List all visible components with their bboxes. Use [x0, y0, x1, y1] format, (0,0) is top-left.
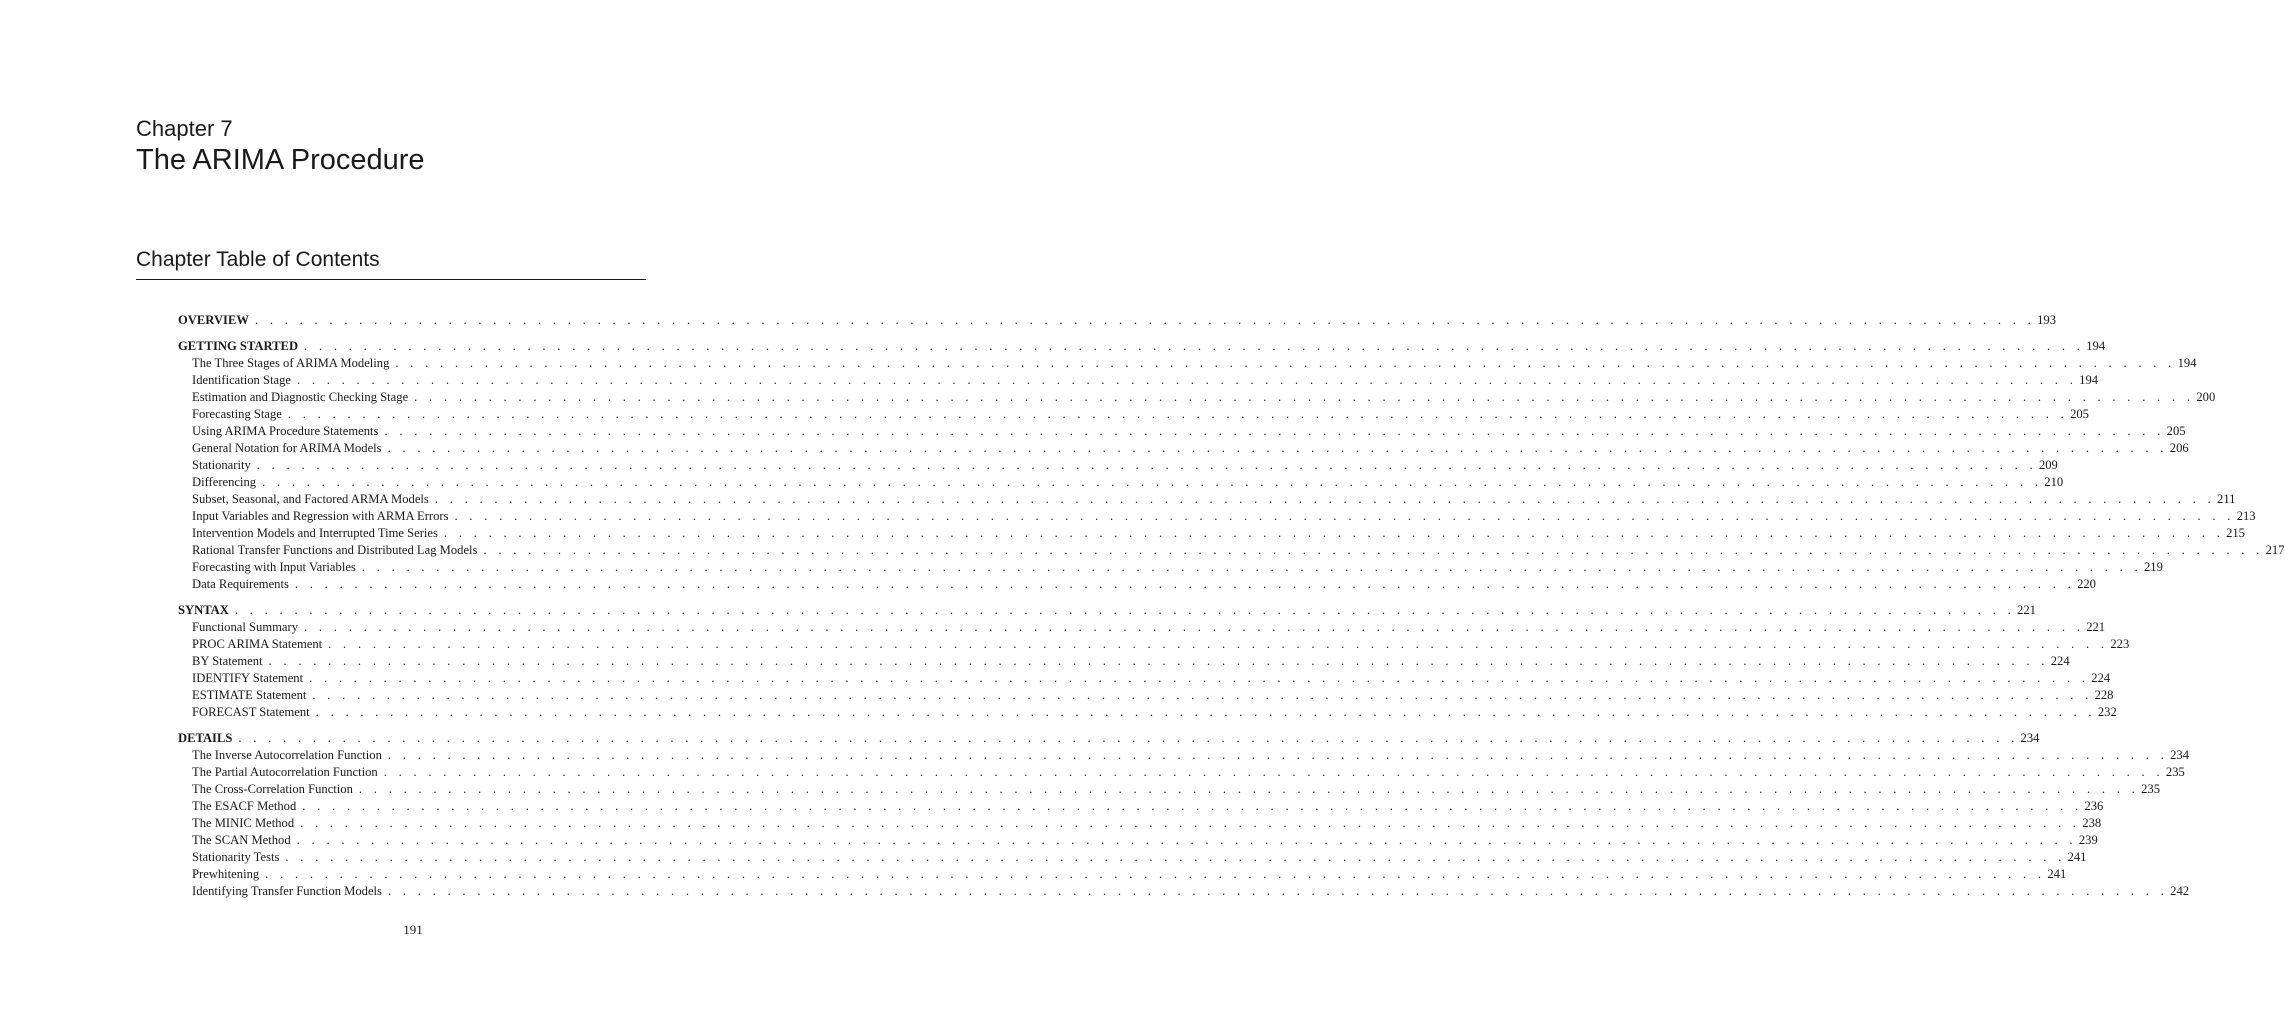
toc-entry-title: Functional Summary — [192, 620, 298, 634]
toc-dot-leader: . . . . . . . . . . . . . . . . . . . . . . . . . . . . . . . . . . . . . . . . . . . . . . . . . . . . . . . . . . . . . . . . . . . . . . . . . . . . . . . . . . . . . . . . . . . . . . . . . . . . . . . . . . . . . . . . . . . . . . . . — [309, 671, 2090, 685]
toc-entry-title: Stationarity — [192, 458, 251, 472]
toc-entry[interactable] — [178, 559, 2163, 576]
toc-dot-leader: . . . . . . . . . . . . . . . . . . . . . . . . . . . . . . . . . . . . . . . . . . . . . . . . . . . . . . . . . . . . . . . . . . . . . . . . . . . . . . . . . . . . . . . . . . . . . . . . . . . . . . . . . . . . . . . . . . . . . . . . — [414, 390, 2195, 404]
toc-entry[interactable] — [178, 423, 2186, 440]
toc-entry-title: The Cross-Correlation Function — [192, 782, 353, 796]
toc-entry[interactable] — [178, 619, 2106, 636]
toc-entry-page: 213 — [2236, 509, 2256, 523]
toc-entry-page: 228 — [2094, 688, 2114, 702]
toc-entry[interactable] — [178, 508, 2256, 525]
toc-entry-page: 209 — [2038, 458, 2058, 472]
toc-dot-leader: . . . . . . . . . . . . . . . . . . . . . . . . . . . . . . . . . . . . . . . . . . . . . . . . . . . . . . . . . . . . . . . . . . . . . . . . . . . . . . . . . . . . . . . . . . . . . . . . . . . . . . . . . . . . . . . . . . . . . . . . — [304, 339, 2085, 353]
toc-entry-page: 232 — [2097, 705, 2117, 719]
toc-entry-title: Differencing — [192, 475, 257, 489]
toc-entry[interactable] — [178, 389, 2216, 406]
toc-entry-page: 193 — [2037, 313, 2057, 327]
toc-entry[interactable] — [178, 491, 2236, 508]
toc-dot-leader: . . . . . . . . . . . . . . . . . . . . . . . . . . . . . . . . . . . . . . . . . . . . . . . . . . . . . . . . . . . . . . . . . . . . . . . . . . . . . . . . . . . . . . . . . . . . . . . . . . . . . . . . . . . . . . . . . . . . . . . . — [358, 782, 2140, 796]
toc-entry-title: The Inverse Autocorrelation Function — [192, 748, 382, 762]
toc-entry-page: 235 — [2141, 782, 2160, 796]
toc-entry-page: 235 — [2165, 765, 2185, 779]
toc-entry-title: Identifying Transfer Function Models — [192, 884, 382, 898]
toc-entry[interactable] — [178, 764, 2185, 781]
toc-entry-title: Subset, Seasonal, and Factored ARMA Models — [192, 492, 429, 506]
toc-dot-leader: . . . . . . . . . . . . . . . . . . . . . . . . . . . . . . . . . . . . . . . . . . . . . . . . . . . . . . . . . . . . . . . . . . . . . . . . . . . . . . . . . . . . . . . . . . . . . . . . . . . . . . . . . . . . . . . . . . . . . . . . — [483, 543, 2264, 557]
toc-divider — [136, 279, 646, 280]
toc-entry-title: Intervention Models and Interrupted Time Series — [192, 526, 438, 540]
toc-entry-page: 211 — [2217, 492, 2236, 506]
toc-section — [178, 602, 2130, 721]
toc-section — [178, 730, 2190, 900]
toc-dot-leader: . . . . . . . . . . . . . . . . . . . . . . . . . . . . . . . . . . . . . . . . . . . . . . . . . . . . . . . . . . . . . . . . . . . . . . . . . . . . . . . . . . . . . . . . . . . . . . . . . . . . . . . . . . . . . . . . . . . . . . . . — [300, 816, 2081, 830]
toc-entry-title: The MINIC Method — [192, 816, 295, 830]
toc-entry-title: PROC ARIMA Statement — [192, 637, 323, 651]
toc-dot-leader: . . . . . . . . . . . . . . . . . . . . . . . . . . . . . . . . . . . . . . . . . . . . . . . . . . . . . . . . . . . . . . . . . . . . . . . . . . . . . . . . . . . . . . . . . . . . . . . . . . . . . . . . . . . . . . . . . . . . . . . . — [294, 577, 2076, 591]
toc-entry-page: 236 — [2084, 799, 2104, 813]
toc-entry-title: Rational Transfer Functions and Distributed Lag Models — [192, 543, 478, 557]
toc-heading: Chapter Table of Contents — [136, 248, 380, 271]
toc-entry[interactable] — [178, 832, 2098, 849]
toc-dot-leader: . . . . . . . . . . . . . . . . . . . . . . . . . . . . . . . . . . . . . . . . . . . . . . . . . . . . . . . . . . . . . . . . . . . . . . . . . . . . . . . . . . . . . . . . . . . . . . . . . . . . . . . . . . . . . . . . . . . . . . . . — [238, 731, 2019, 745]
toc-dot-leader: . . . . . . . . . . . . . . . . . . . . . . . . . . . . . . . . . . . . . . . . . . . . . . . . . . . . . . . . . . . . . . . . . . . . . . . . . . . . . . . . . . . . . . . . . . . . . . . . . . . . . . . . . . . . . . . . . . . . . . . . — [256, 458, 2037, 472]
toc-entry-title: Using ARIMA Procedure Statements — [192, 424, 379, 438]
toc-entry-title: Forecasting with Input Variables — [192, 560, 356, 574]
toc-dot-leader: . . . . . . . . . . . . . . . . . . . . . . . . . . . . . . . . . . . . . . . . . . . . . . . . . . . . . . . . . . . . . . . . . . . . . . . . . . . . . . . . . . . . . . . . . . . . . . . . . . . . . . . . . . . . . . . . . . . . . . . . — [434, 492, 2216, 506]
toc-entry[interactable] — [178, 747, 2189, 764]
table-of-contents — [178, 312, 2285, 909]
toc-entry-page: 194 — [2079, 373, 2099, 387]
toc-dot-leader: . . . . . . . . . . . . . . . . . . . . . . . . . . . . . . . . . . . . . . . . . . . . . . . . . . . . . . . . . . . . . . . . . . . . . . . . . . . . . . . . . . . . . . . . . . . . . . . . . . . . . . . . . . . . . . . . . . . . . . . . — [328, 637, 2109, 651]
toc-entry-page: 238 — [2082, 816, 2102, 830]
toc-entry[interactable] — [178, 704, 2117, 721]
toc-entry[interactable] — [178, 670, 2111, 687]
toc-dot-leader: . . . . . . . . . . . . . . . . . . . . . . . . . . . . . . . . . . . . . . . . . . . . . . . . . . . . . . . . . . . . . . . . . . . . . . . . . . . . . . . . . . . . . . . . . . . . . . . . . . . . . . . . . . . . . . . . . . . . . . . . — [254, 313, 2036, 327]
toc-dot-leader: . . . . . . . . . . . . . . . . . . . . . . . . . . . . . . . . . . . . . . . . . . . . . . . . . . . . . . . . . . . . . . . . . . . . . . . . . . . . . . . . . . . . . . . . . . . . . . . . . . . . . . . . . . . . . . . . . . . . . . . . — [443, 526, 2225, 540]
toc-entry-page: 200 — [2196, 390, 2216, 404]
toc-entry[interactable] — [178, 815, 2102, 832]
toc-entry-page: 215 — [2226, 526, 2245, 540]
toc-entry-page: 234 — [2170, 748, 2189, 762]
toc-dot-leader: . . . . . . . . . . . . . . . . . . . . . . . . . . . . . . . . . . . . . . . . . . . . . . . . . . . . . . . . . . . . . . . . . . . . . . . . . . . . . . . . . . . . . . . . . . . . . . . . . . . . . . . . . . . . . . . . . . . . . . . . — [361, 560, 2142, 574]
chapter-title: The ARIMA Procedure — [136, 144, 425, 176]
toc-entry[interactable] — [178, 474, 2064, 491]
toc-section-heading[interactable] — [178, 602, 2036, 619]
toc-entry-page: 217 — [2265, 543, 2285, 557]
toc-section — [178, 338, 2285, 593]
toc-entry[interactable] — [178, 687, 2114, 704]
toc-dot-leader: . . . . . . . . . . . . . . . . . . . . . . . . . . . . . . . . . . . . . . . . . . . . . . . . . . . . . . . . . . . . . . . . . . . . . . . . . . . . . . . . . . . . . . . . . . . . . . . . . . . . . . . . . . . . . . . . . . . . . . . . — [262, 475, 2043, 489]
toc-entry[interactable] — [178, 576, 2096, 593]
toc-dot-leader: . . . . . . . . . . . . . . . . . . . . . . . . . . . . . . . . . . . . . . . . . . . . . . . . . . . . . . . . . . . . . . . . . . . . . . . . . . . . . . . . . . . . . . . . . . . . . . . . . . . . . . . . . . . . . . . . . . . . . . . . — [387, 884, 2169, 898]
toc-entry-title: The Partial Autocorrelation Function — [192, 765, 378, 779]
toc-entry-page: 206 — [2169, 441, 2189, 455]
toc-entry-title: Stationarity Tests — [192, 850, 280, 864]
toc-dot-leader: . . . . . . . . . . . . . . . . . . . . . . . . . . . . . . . . . . . . . . . . . . . . . . . . . . . . . . . . . . . . . . . . . . . . . . . . . . . . . . . . . . . . . . . . . . . . . . . . . . . . . . . . . . . . . . . . . . . . . . . . — [395, 356, 2176, 370]
toc-entry[interactable] — [178, 372, 2099, 389]
toc-dot-leader: . . . . . . . . . . . . . . . . . . . . . . . . . . . . . . . . . . . . . . . . . . . . . . . . . . . . . . . . . . . . . . . . . . . . . . . . . . . . . . . . . . . . . . . . . . . . . . . . . . . . . . . . . . . . . . . . . . . . . . . . — [268, 654, 2049, 668]
toc-entry-title: IDENTIFY Statement — [192, 671, 304, 685]
toc-entry-title: The Three Stages of ARIMA Modeling — [192, 356, 390, 370]
toc-entry-page: 221 — [2017, 603, 2036, 617]
toc-entry[interactable] — [178, 653, 2070, 670]
toc-entry[interactable] — [178, 457, 2058, 474]
toc-entry-title: GETTING STARTED — [178, 339, 299, 353]
toc-dot-leader: . . . . . . . . . . . . . . . . . . . . . . . . . . . . . . . . . . . . . . . . . . . . . . . . . . . . . . . . . . . . . . . . . . . . . . . . . . . . . . . . . . . . . . . . . . . . . . . . . . . . . . . . . . . . . . . . . . . . . . . . — [315, 705, 2096, 719]
toc-entry[interactable] — [178, 781, 2160, 798]
toc-section-heading[interactable] — [178, 338, 2106, 355]
toc-entry[interactable] — [178, 849, 2087, 866]
toc-entry-title: Input Variables and Regression with ARMA Errors — [192, 509, 449, 523]
toc-entry-page: 224 — [2050, 654, 2070, 668]
toc-entry-page: 194 — [2177, 356, 2197, 370]
toc-entry-title: The ESACF Method — [192, 799, 297, 813]
toc-entry[interactable] — [178, 355, 2197, 372]
toc-entry-page: 221 — [2086, 620, 2106, 634]
toc-dot-leader: . . . . . . . . . . . . . . . . . . . . . . . . . . . . . . . . . . . . . . . . . . . . . . . . . . . . . . . . . . . . . . . . . . . . . . . . . . . . . . . . . . . . . . . . . . . . . . . . . . . . . . . . . . . . . . . . . . . . . . . . — [304, 620, 2085, 634]
toc-dot-leader: . . . . . . . . . . . . . . . . . . . . . . . . . . . . . . . . . . . . . . . . . . . . . . . . . . . . . . . . . . . . . . . . . . . . . . . . . . . . . . . . . . . . . . . . . . . . . . . . . . . . . . . . . . . . . . . . . . . . . . . . — [387, 748, 2169, 762]
toc-entry-page: 219 — [2144, 560, 2163, 574]
toc-entry-page: 239 — [2078, 833, 2098, 847]
toc-entry-title: BY Statement — [192, 654, 263, 668]
toc-entry[interactable] — [178, 866, 2067, 883]
toc-entry-page: 210 — [2044, 475, 2064, 489]
toc-entry[interactable] — [178, 798, 2104, 815]
toc-entry[interactable] — [178, 525, 2245, 542]
toc-section-heading[interactable] — [178, 730, 2040, 747]
toc-entry-title: DETAILS — [178, 731, 233, 745]
toc-entry-page: 220 — [2077, 577, 2096, 591]
page-number: 191 — [403, 922, 423, 937]
toc-dot-leader: . . . . . . . . . . . . . . . . . . . . . . . . . . . . . . . . . . . . . . . . . . . . . . . . . . . . . . . . . . . . . . . . . . . . . . . . . . . . . . . . . . . . . . . . . . . . . . . . . . . . . . . . . . . . . . . . . . . . . . . . — [287, 407, 2069, 421]
toc-entry[interactable] — [178, 883, 2190, 900]
toc-entry-title: The SCAN Method — [192, 833, 291, 847]
toc-dot-leader: . . . . . . . . . . . . . . . . . . . . . . . . . . . . . . . . . . . . . . . . . . . . . . . . . . . . . . . . . . . . . . . . . . . . . . . . . . . . . . . . . . . . . . . . . . . . . . . . . . . . . . . . . . . . . . . . . . . . . . . . — [302, 799, 2083, 813]
toc-entry-page: 205 — [2070, 407, 2089, 421]
toc-entry-title: OVERVIEW — [178, 313, 249, 327]
toc-entry-page: 205 — [2166, 424, 2186, 438]
toc-dot-leader: . . . . . . . . . . . . . . . . . . . . . . . . . . . . . . . . . . . . . . . . . . . . . . . . . . . . . . . . . . . . . . . . . . . . . . . . . . . . . . . . . . . . . . . . . . . . . . . . . . . . . . . . . . . . . . . . . . . . . . . . — [285, 850, 2066, 864]
toc-dot-leader: . . . . . . . . . . . . . . . . . . . . . . . . . . . . . . . . . . . . . . . . . . . . . . . . . . . . . . . . . . . . . . . . . . . . . . . . . . . . . . . . . . . . . . . . . . . . . . . . . . . . . . . . . . . . . . . . . . . . . . . . — [454, 509, 2235, 523]
toc-entry-title: SYNTAX — [178, 603, 229, 617]
toc-entry-page: 194 — [2086, 339, 2106, 353]
toc-section — [178, 312, 2057, 329]
toc-entry-page: 223 — [2110, 637, 2130, 651]
toc-dot-leader: . . . . . . . . . . . . . . . . . . . . . . . . . . . . . . . . . . . . . . . . . . . . . . . . . . . . . . . . . . . . . . . . . . . . . . . . . . . . . . . . . . . . . . . . . . . . . . . . . . . . . . . . . . . . . . . . . . . . . . . . — [296, 833, 2077, 847]
toc-entry-page: 242 — [2170, 884, 2190, 898]
toc-dot-leader: . . . . . . . . . . . . . . . . . . . . . . . . . . . . . . . . . . . . . . . . . . . . . . . . . . . . . . . . . . . . . . . . . . . . . . . . . . . . . . . . . . . . . . . . . . . . . . . . . . . . . . . . . . . . . . . . . . . . . . . . — [384, 424, 2165, 438]
toc-dot-leader: . . . . . . . . . . . . . . . . . . . . . . . . . . . . . . . . . . . . . . . . . . . . . . . . . . . . . . . . . . . . . . . . . . . . . . . . . . . . . . . . . . . . . . . . . . . . . . . . . . . . . . . . . . . . . . . . . . . . . . . . — [387, 441, 2168, 455]
toc-entry-page: 224 — [2091, 671, 2111, 685]
toc-entry-title: Prewhitening — [192, 867, 260, 881]
toc-entry-page: 241 — [2067, 850, 2087, 864]
toc-entry-title: Data Requirements — [192, 577, 289, 591]
toc-dot-leader: . . . . . . . . . . . . . . . . . . . . . . . . . . . . . . . . . . . . . . . . . . . . . . . . . . . . . . . . . . . . . . . . . . . . . . . . . . . . . . . . . . . . . . . . . . . . . . . . . . . . . . . . . . . . . . . . . . . . . . . . — [265, 867, 2046, 881]
toc-dot-leader: . . . . . . . . . . . . . . . . . . . . . . . . . . . . . . . . . . . . . . . . . . . . . . . . . . . . . . . . . . . . . . . . . . . . . . . . . . . . . . . . . . . . . . . . . . . . . . . . . . . . . . . . . . . . . . . . . . . . . . . . — [383, 765, 2164, 779]
toc-section-heading[interactable] — [178, 312, 2057, 329]
chapter-label: Chapter 7 — [136, 116, 233, 141]
toc-entry[interactable] — [178, 636, 2130, 653]
toc-entry-title: Identification Stage — [192, 373, 291, 387]
toc-entry-title: Estimation and Diagnostic Checking Stage — [192, 390, 409, 404]
toc-entry-title: ESTIMATE Statement — [192, 688, 307, 702]
toc-entry-page: 241 — [2047, 867, 2067, 881]
toc-entry[interactable] — [178, 440, 2189, 457]
toc-entry[interactable] — [178, 542, 2285, 559]
toc-entry-title: Forecasting Stage — [192, 407, 282, 421]
toc-entry-title: General Notation for ARIMA Models — [192, 441, 382, 455]
toc-dot-leader: . . . . . . . . . . . . . . . . . . . . . . . . . . . . . . . . . . . . . . . . . . . . . . . . . . . . . . . . . . . . . . . . . . . . . . . . . . . . . . . . . . . . . . . . . . . . . . . . . . . . . . . . . . . . . . . . . . . . . . . . — [312, 688, 2093, 702]
toc-dot-leader: . . . . . . . . . . . . . . . . . . . . . . . . . . . . . . . . . . . . . . . . . . . . . . . . . . . . . . . . . . . . . . . . . . . . . . . . . . . . . . . . . . . . . . . . . . . . . . . . . . . . . . . . . . . . . . . . . . . . . . . . — [296, 373, 2078, 387]
toc-entry-page: 234 — [2020, 731, 2040, 745]
toc-dot-leader: . . . . . . . . . . . . . . . . . . . . . . . . . . . . . . . . . . . . . . . . . . . . . . . . . . . . . . . . . . . . . . . . . . . . . . . . . . . . . . . . . . . . . . . . . . . . . . . . . . . . . . . . . . . . . . . . . . . . . . . . — [234, 603, 2016, 617]
toc-entry-title: FORECAST Statement — [192, 705, 310, 719]
toc-entry[interactable] — [178, 406, 2089, 423]
